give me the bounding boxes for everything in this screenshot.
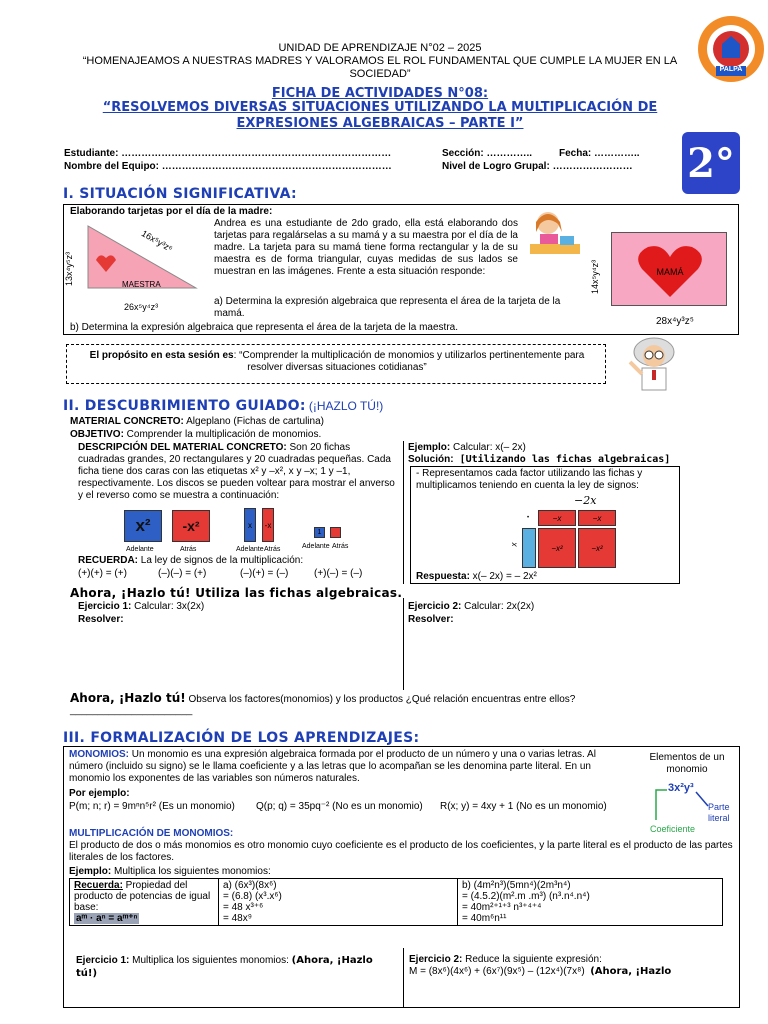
sign-rule-4: (+)(–) = (–) [314, 568, 363, 579]
tile-x2-back: -x² [172, 510, 210, 542]
exercise-1: Ejercicio 1: Calcular: 3x(2x) [78, 601, 205, 612]
formal-exercise-1: Ejercicio 1: Multiplica los siguientes monomios: (Ahora, ¡Hazlo tú!) [76, 955, 373, 979]
example-table [69, 878, 723, 926]
grid-cell-1: −x² [538, 528, 576, 568]
section-field[interactable]: Sección: ………….. [442, 148, 533, 159]
label-adelante-1: Adelante [126, 546, 154, 553]
label-atras-1: Atrás [180, 546, 197, 553]
example-line: Ejemplo: Calcular: x(– 2x) [408, 442, 526, 453]
unit-title: UNIDAD DE APRENDIZAJE N°02 – 2025 [278, 42, 482, 54]
exercise-divider [403, 598, 404, 690]
grid-top-label: −2x [574, 494, 597, 507]
mono-example-2: Q(p; q) = 35pq⁻² (No es un monomio) [256, 801, 423, 812]
triangle-side-label: 13x⁴y⁵z³ [64, 251, 74, 286]
solution-line: Solución: [Utilizando las fichas algebraicas] [408, 454, 671, 465]
label-atras-3: Atrás [332, 543, 349, 550]
section-1-title: I. SITUACIÓN SIGNIFICATIVA: [63, 186, 297, 202]
sign-rule-2: (–)(–) = (+) [158, 568, 207, 579]
label-adelante-3: Adelante [302, 543, 330, 550]
motto: “HOMENAJEAMOS A NUESTRAS MADRES Y VALORAMOS EL ROL FUNDAMENTAL QUE CUMPLE LA MUJER EN LA SOCIEDAD” [82, 55, 678, 80]
student-illustration [526, 208, 582, 258]
question-a: a) Determina la expresión algebraica que representa el área de la tarjeta de la mamá. [214, 296, 561, 319]
monomio-definition: MONOMIOS: Un monomio es una expresión algebraica formada por el producto de un número y una o varias letras. Al número (incluido su signo) se le llama coeficiente y a las letras que lo acompañan se les denomina parte literal. En un monomio los exponentes de las variables son números naturales. [69, 749, 596, 784]
grid-cell-2: −x² [578, 528, 616, 568]
scientist-illustration [626, 334, 682, 394]
elements-monomial: 3x²y³ [668, 782, 694, 794]
mono-example-1: P(m; n; r) = 9mⁿn⁵r² (Es un monomio) [69, 801, 235, 812]
team-field[interactable]: Nombre del Equipo: …………………………………………………………… [64, 161, 392, 172]
objective-line: OBJETIVO: Comprender la multiplicación de monomios. [70, 429, 322, 440]
resolver-1: Resolver: [78, 614, 124, 625]
solution-text: - Representamos cada factor utilizando las fichas y multiplicamos teniendo en cuenta la ley de signos: [416, 468, 643, 491]
situation-subtitle: Elaborando tarjetas por el día de la madre: [70, 206, 273, 217]
mono-example-3: R(x; y) = 4xy + 1 (No es un monomio) [440, 801, 607, 812]
label-adelante-2: Adelante [236, 546, 264, 553]
school-logo [696, 14, 766, 84]
recuerda-cell: Recuerda: Propiedad del producto de potencias de igual base: aᵐ · aⁿ = aᵐ⁺ⁿ [70, 879, 219, 926]
ahora-question: Ahora, ¡Hazlo tú! Observa los factores(monomios) y los productos ¿Qué relación encuentras entre ellos? [70, 691, 576, 705]
label-atras-2: Atrás [264, 546, 281, 553]
resolver-2: Resolver: [408, 614, 454, 625]
logo-text: PALPA [719, 66, 743, 73]
grid-col-1: −x [538, 510, 576, 526]
grid-corner-dot: • [527, 515, 530, 521]
grid-row-label: x [509, 542, 519, 547]
triangle-hyp-label: 16x⁵y³z⁶ [139, 228, 175, 254]
section-2-title-row [63, 398, 383, 414]
exercise-2: Ejercicio 2: Calcular: 2x(2x) [408, 601, 535, 612]
teacher-label: MAESTRA [122, 280, 161, 289]
question-b: b) Determina la expresión algebraica que representa el área de la tarjeta de la maestra. [70, 322, 458, 333]
grid-col-2: −x [578, 510, 616, 526]
grid-row-tile [522, 528, 536, 568]
recuerda-line: RECUERDA: La ley de signos de la multiplicación: [78, 555, 304, 566]
por-ejemplo: Por ejemplo: [69, 788, 130, 799]
rect-base-label: 28x⁴y³z⁵ [656, 316, 694, 327]
elements-literal: Parte literal [708, 802, 730, 823]
material-description: DESCRIPCIÓN DEL MATERIAL CONCRETO: Son 20 fichas cuadradas grandes, 20 rectangulares y 20 cuadradas pequeñas. Cada ficha tiene dos caras con las etiquetas x² y –x², x y –x; 1 y –1, respectivamente. Los discos se pueden voltear para mostrar el anverso y el reverso como se muestra a continuación: [78, 442, 395, 501]
answer-blank[interactable]: ______________________ [70, 705, 193, 716]
vertical-divider [403, 441, 404, 584]
grade-text: 2° [687, 139, 735, 187]
triangle-base-label: 26x⁵y⁴z³ [124, 302, 159, 312]
formal-exercise-2: Ejercicio 2: Reduce la siguiente expresión: [409, 954, 602, 965]
material-line: MATERIAL CONCRETO: Algeplano (Fichas de cartulina) [70, 416, 324, 427]
student-field[interactable]: Estudiante: ……………………………………………………………………… [64, 148, 392, 159]
example-a-cell: a) (6x³)(8x⁶) = (6.8) (x³.x⁶) = 48 x³⁺⁶ = 48x⁹ [219, 879, 458, 926]
purpose-text: El propósito en esta sesión es: “Comprender la multiplicación de monomios y utilizarlos pertinentemente para resolver diversas situaciones cotidianas” [89, 350, 585, 373]
ficha-number: FICHA DE ACTIVIDADES N°08: [271, 86, 489, 101]
elements-coefficient: Coeficiente [650, 824, 696, 834]
mult-example-line: Ejemplo: Multiplica los siguientes monomios: [69, 866, 271, 877]
mult-title: MULTIPLICACIÓN DE MONOMIOS: [69, 828, 234, 839]
tile-x-back: -x [262, 508, 274, 542]
bottom-divider [403, 948, 404, 1008]
mother-label: MAMÁ [656, 267, 684, 277]
ficha-title: “RESOLVEMOS DIVERSAS SITUACIONES UTILIZANDO LA MULTIPLICACIÓN DE EXPRESIONES ALGEBRAICAS – PARTE I” [102, 100, 658, 131]
section-2-title: II. DESCUBRIMIENTO GUIADO: [63, 398, 306, 414]
example-b-cell: b) (4m²n³)(5mn⁴)(2m³n⁴) = (4.5.2)(m².m .m³) (n³.n⁴.n⁴) = 40m²⁺¹⁺³ n³⁺⁴⁺⁴ = 40m⁶n¹¹ [458, 879, 723, 926]
tile-one-front: 1 [314, 527, 325, 538]
mult-definition: El producto de dos o más monomios es otro monomio cuyo coeficiente es el producto de los coeficientes, y la parte literal es el producto de las partes literales de los factores. [69, 840, 733, 863]
section-2-suffix: (¡HAZLO TÚ!) [308, 399, 384, 413]
tile-x2-front: x² [124, 510, 162, 542]
power-formula: aᵐ · aⁿ = aᵐ⁺ⁿ [76, 913, 138, 924]
grade-badge [682, 132, 740, 194]
level-field[interactable]: Nivel de Logro Grupal: …………………… [442, 161, 633, 172]
elements-title: Elementos de un monomio [649, 752, 725, 775]
mother-card [611, 232, 727, 306]
tile-one-back [330, 527, 341, 538]
rect-side-label: 14x⁵y⁴z³ [590, 259, 600, 294]
sign-rule-1: (+)(+) = (+) [78, 568, 127, 579]
formal-exercise-2-expr: M = (8x⁶)(4x⁶) + (6x⁷)(9x⁵) – (12x⁴)(7x⁸) (Ahora, ¡Hazlo [409, 966, 672, 977]
answer-line: Respuesta: x(– 2x) = – 2x² [416, 571, 537, 582]
tile-x-front: x [244, 508, 256, 542]
sign-rule-3: (–)(+) = (–) [240, 568, 289, 579]
section-3-title: III. FORMALIZACIÓN DE LOS APRENDIZAJES: [63, 730, 420, 746]
date-field[interactable]: Fecha: ………….. [559, 148, 640, 159]
elements-arrows [650, 784, 710, 824]
ahora-heading: Ahora, ¡Hazlo tú! Utiliza las fichas algebraicas. [70, 586, 403, 600]
situation-text: Andrea es una estudiante de 2do grado, ella está elaborando dos tarjetas para regalárselas a su mamá y a su maestra por el día de la madre. La tarjeta para su mamá tiene forma rectangular y la de su maestra es de forma triangular, cuyas medidas de sus lados se muestran en las imágenes. Frente a esta situación responde: [214, 218, 518, 277]
